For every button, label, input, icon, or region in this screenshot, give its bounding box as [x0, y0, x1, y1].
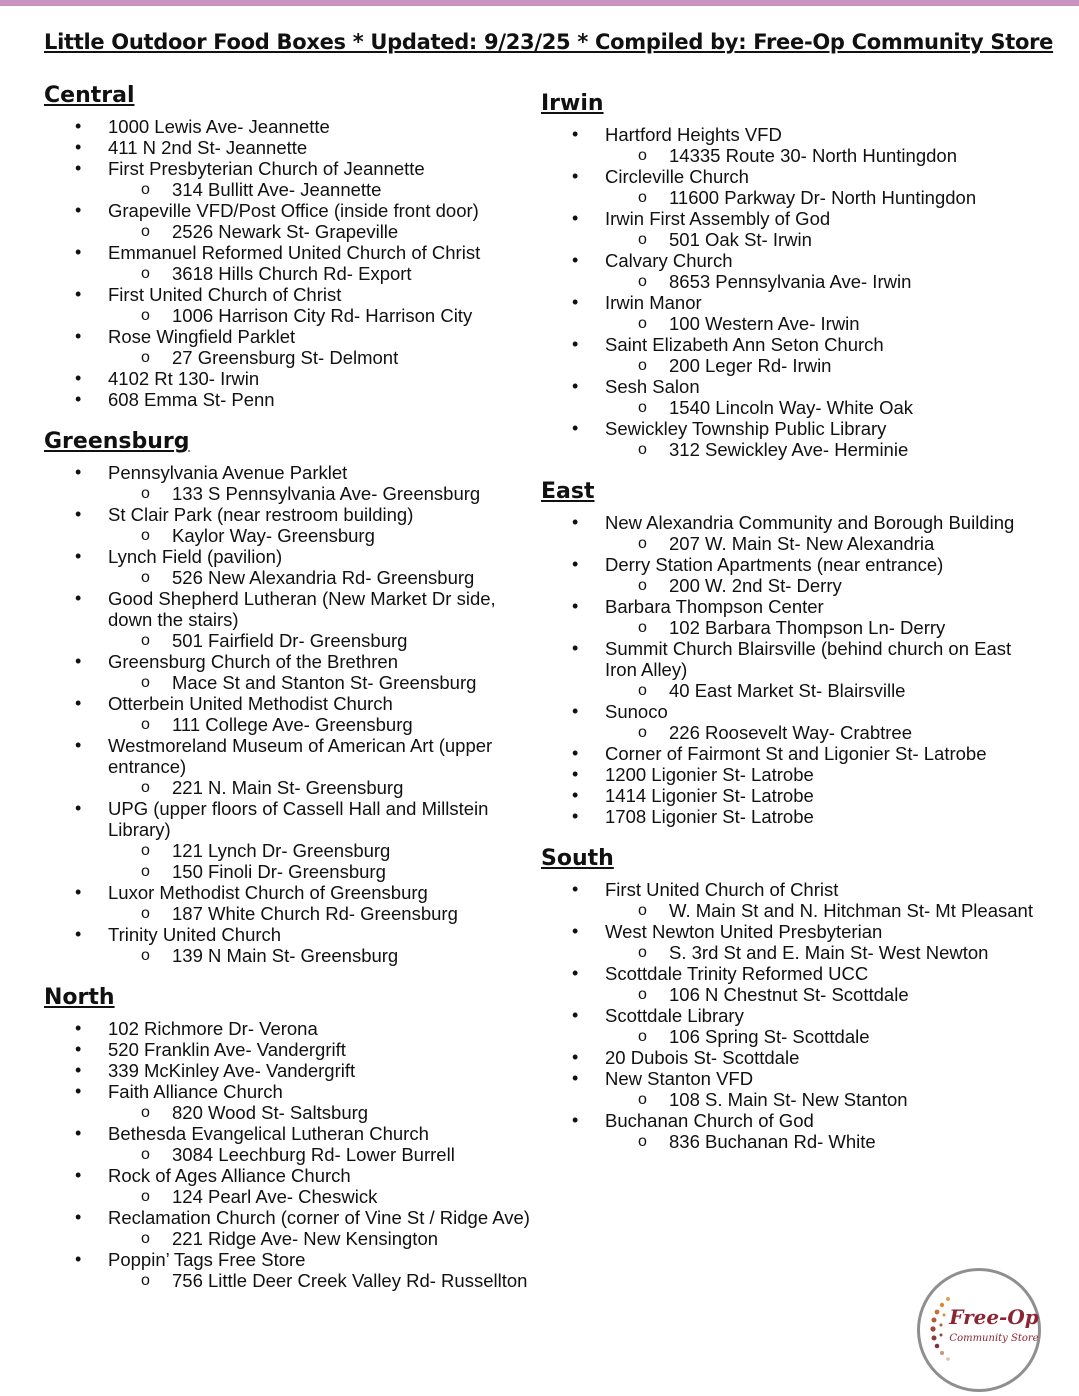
address-item: o 150 Finoli Dr- Greensburg — [108, 861, 534, 882]
region-heading: North — [44, 985, 115, 1010]
site-item — [44, 546, 534, 588]
site-label: Poppin’ Tags Free Store — [108, 1249, 306, 1270]
address-item: o 836 Buchanan Rd- White — [605, 1131, 1041, 1152]
region-north — [44, 984, 534, 1291]
address-list — [605, 1089, 1041, 1110]
address-item: o 102 Barbara Thompson Ln- Derry — [605, 617, 1041, 638]
site-label: Scottdale Trinity Reformed UCC — [605, 963, 869, 984]
address-list — [108, 777, 534, 798]
address-list — [605, 355, 1041, 376]
site-item — [44, 1123, 534, 1165]
site-item — [44, 116, 534, 137]
site-item — [541, 512, 1041, 554]
site-label: Corner of Fairmont St and Ligonier St- Latrobe — [605, 743, 987, 764]
address-list — [108, 179, 534, 200]
address-item: o 2526 Newark St- Grapeville — [108, 221, 534, 242]
address-item: o 221 N. Main St- Greensburg — [108, 777, 534, 798]
site-label: New Stanton VFD — [605, 1068, 754, 1089]
address-list — [108, 630, 534, 651]
address-item: o 314 Bullitt Ave- Jeannette — [108, 179, 534, 200]
site-label: Saint Elizabeth Ann Seton Church — [605, 334, 884, 355]
address-list — [108, 221, 534, 242]
region-heading: East — [541, 479, 595, 504]
address-list — [108, 1144, 534, 1165]
site-item — [541, 376, 1041, 418]
address-item: o 312 Sewickley Ave- Herminie — [605, 439, 1041, 460]
site-label: 4102 Rt 130- Irwin — [108, 368, 260, 389]
site-item — [44, 368, 534, 389]
site-item — [541, 124, 1041, 166]
address-list — [605, 533, 1041, 554]
address-item: o 226 Roosevelt Way- Crabtree — [605, 722, 1041, 743]
site-item — [541, 418, 1041, 460]
address-item: o S. 3rd St and E. Main St- West Newton — [605, 942, 1041, 963]
region-heading: Greensburg — [44, 429, 190, 454]
site-label: Irwin First Assembly of God — [605, 208, 831, 229]
site-item — [44, 200, 534, 242]
address-item: o 756 Little Deer Creek Valley Rd- Russellton — [108, 1270, 534, 1291]
site-item — [44, 1207, 534, 1249]
address-item: o 1006 Harrison City Rd- Harrison City — [108, 305, 534, 326]
address-item: o 207 W. Main St- New Alexandria — [605, 533, 1041, 554]
site-item — [44, 651, 534, 693]
site-item — [44, 389, 534, 410]
address-list — [605, 1026, 1041, 1047]
site-item — [44, 882, 534, 924]
site-item — [44, 326, 534, 368]
site-list — [541, 879, 1041, 1152]
site-list — [541, 512, 1041, 827]
site-label: Reclamation Church (corner of Vine St / Ridge Ave) — [108, 1207, 530, 1228]
site-item — [541, 596, 1041, 638]
site-label: Buchanan Church of God — [605, 1110, 814, 1131]
site-item — [541, 554, 1041, 596]
address-list — [605, 617, 1041, 638]
site-label: West Newton United Presbyterian — [605, 921, 883, 942]
site-item — [44, 242, 534, 284]
site-item — [44, 1060, 534, 1081]
address-list — [605, 271, 1041, 292]
site-item — [44, 693, 534, 735]
address-item: o 3084 Leechburg Rd- Lower Burrell — [108, 1144, 534, 1165]
site-item — [541, 921, 1041, 963]
address-list — [605, 229, 1041, 250]
site-item — [44, 1081, 534, 1123]
address-list — [108, 567, 534, 588]
site-label: New Alexandria Community and Borough Building — [605, 512, 1015, 533]
site-label: Derry Station Apartments (near entrance) — [605, 554, 944, 575]
site-label: Calvary Church — [605, 250, 733, 271]
site-label: 1708 Ligonier St- Latrobe — [605, 806, 814, 827]
site-item — [44, 588, 534, 651]
site-label: Pennsylvania Avenue Parklet — [108, 462, 348, 483]
address-item: o Mace St and Stanton St- Greensburg — [108, 672, 534, 693]
address-list — [108, 483, 534, 504]
address-list — [108, 714, 534, 735]
region-south — [541, 845, 1041, 1152]
site-label: Grapeville VFD/Post Office (inside front door) — [108, 200, 479, 221]
site-label: 20 Dubois St- Scottdale — [605, 1047, 800, 1068]
site-list — [541, 124, 1041, 460]
site-label: 1000 Lewis Ave- Jeannette — [108, 116, 330, 137]
address-list — [108, 1102, 534, 1123]
address-item: o Kaylor Way- Greensburg — [108, 525, 534, 546]
site-label: First Presbyterian Church of Jeannette — [108, 158, 425, 179]
address-list — [605, 1131, 1041, 1152]
site-label: 1200 Ligonier St- Latrobe — [605, 764, 814, 785]
address-list — [605, 900, 1041, 921]
address-list — [605, 942, 1041, 963]
site-item — [541, 701, 1041, 743]
site-label: Trinity United Church — [108, 924, 282, 945]
page-title: Little Outdoor Food Boxes * Updated: 9/23/25 * Compiled by: Free-Op Community Store — [44, 30, 1054, 54]
logo-subtitle: Community Store — [949, 1333, 1039, 1344]
site-item — [541, 638, 1041, 701]
site-item — [541, 208, 1041, 250]
address-item: o 187 White Church Rd- Greensburg — [108, 903, 534, 924]
address-list — [108, 1186, 534, 1207]
site-label: Otterbein United Methodist Church — [108, 693, 393, 714]
site-item — [541, 806, 1041, 827]
region-heading: Central — [44, 83, 135, 108]
address-list — [605, 575, 1041, 596]
site-label: 102 Richmore Dr- Verona — [108, 1018, 318, 1039]
site-label: 608 Emma St- Penn — [108, 389, 275, 410]
site-item — [44, 735, 534, 798]
site-label: Irwin Manor — [605, 292, 702, 313]
address-item: o 1540 Lincoln Way- White Oak — [605, 397, 1041, 418]
address-item: o 3618 Hills Church Rd- Export — [108, 263, 534, 284]
address-item: o 501 Oak St- Irwin — [605, 229, 1041, 250]
site-label: 1414 Ligonier St- Latrobe — [605, 785, 814, 806]
site-label: Rose Wingfield Parklet — [108, 326, 296, 347]
site-item — [541, 764, 1041, 785]
site-item — [541, 1110, 1041, 1152]
site-item — [44, 1165, 534, 1207]
address-item: o W. Main St and N. Hitchman St- Mt Pleasant — [605, 900, 1041, 921]
site-list — [44, 1018, 534, 1291]
site-list — [44, 116, 534, 410]
address-list — [605, 722, 1041, 743]
address-item: o 200 Leger Rd- Irwin — [605, 355, 1041, 376]
site-label: 339 McKinley Ave- Vandergrift — [108, 1060, 356, 1081]
address-item: o 27 Greensburg St- Delmont — [108, 347, 534, 368]
site-label: St Clair Park (near restroom building) — [108, 504, 414, 525]
site-label: Sewickley Township Public Library — [605, 418, 887, 439]
site-label: 520 Franklin Ave- Vandergrift — [108, 1039, 346, 1060]
site-label: Summit Church Blairsville (behind church on East Iron Alley) — [605, 638, 1012, 680]
site-item — [541, 1068, 1041, 1110]
site-item — [541, 292, 1041, 334]
site-label: First United Church of Christ — [605, 879, 839, 900]
region-irwin — [541, 90, 1041, 460]
address-list — [108, 840, 534, 882]
site-item — [44, 158, 534, 200]
site-list — [44, 462, 534, 966]
address-item: o 106 Spring St- Scottdale — [605, 1026, 1041, 1047]
site-label: Luxor Methodist Church of Greensburg — [108, 882, 428, 903]
address-item: o 100 Western Ave- Irwin — [605, 313, 1041, 334]
address-item: o 501 Fairfield Dr- Greensburg — [108, 630, 534, 651]
region-heading: South — [541, 846, 614, 871]
address-list — [108, 263, 534, 284]
address-item: o 139 N Main St- Greensburg — [108, 945, 534, 966]
site-label: Sesh Salon — [605, 376, 700, 397]
top-accent-bar — [0, 0, 1079, 6]
address-list — [108, 1270, 534, 1291]
site-item — [44, 284, 534, 326]
site-label: 411 N 2nd St- Jeannette — [108, 137, 308, 158]
right-column — [541, 90, 1041, 1170]
site-item — [44, 504, 534, 546]
site-label: Circleville Church — [605, 166, 749, 187]
site-label: First United Church of Christ — [108, 284, 342, 305]
address-list — [108, 305, 534, 326]
site-label: Good Shepherd Lutheran (New Market Dr side, down the stairs) — [108, 588, 496, 630]
site-item — [541, 1047, 1041, 1068]
left-column — [44, 82, 534, 1309]
address-item: o 133 S Pennsylvania Ave- Greensburg — [108, 483, 534, 504]
address-item: o 8653 Pennsylvania Ave- Irwin — [605, 271, 1041, 292]
site-item — [541, 963, 1041, 1005]
address-item: o 40 East Market St- Blairsville — [605, 680, 1041, 701]
address-item: o 11600 Parkway Dr- North Huntingdon — [605, 187, 1041, 208]
address-item: o 820 Wood St- Saltsburg — [108, 1102, 534, 1123]
site-label: Barbara Thompson Center — [605, 596, 824, 617]
address-item: o 106 N Chestnut St- Scottdale — [605, 984, 1041, 1005]
address-item: o 108 S. Main St- New Stanton — [605, 1089, 1041, 1110]
address-item: o 121 Lynch Dr- Greensburg — [108, 840, 534, 861]
address-item: o 111 College Ave- Greensburg — [108, 714, 534, 735]
site-item — [541, 879, 1041, 921]
address-item: o 526 New Alexandria Rd- Greensburg — [108, 567, 534, 588]
site-label: Lynch Field (pavilion) — [108, 546, 283, 567]
logo-name: Free-Op — [949, 1305, 1039, 1329]
site-item — [541, 743, 1041, 764]
site-label: Rock of Ages Alliance Church — [108, 1165, 351, 1186]
address-list — [108, 525, 534, 546]
site-label: Greensburg Church of the Brethren — [108, 651, 398, 672]
region-east — [541, 478, 1041, 827]
site-item — [44, 1249, 534, 1291]
region-central — [44, 82, 534, 410]
site-label: Hartford Heights VFD — [605, 124, 782, 145]
site-item — [541, 1005, 1041, 1047]
site-label: Emmanuel Reformed United Church of Christ — [108, 242, 481, 263]
region-heading: Irwin — [541, 91, 604, 116]
site-label: Bethesda Evangelical Lutheran Church — [108, 1123, 429, 1144]
address-list — [108, 672, 534, 693]
address-list — [605, 187, 1041, 208]
site-label: Faith Alliance Church — [108, 1081, 283, 1102]
site-label: Sunoco — [605, 701, 668, 722]
address-list — [605, 145, 1041, 166]
site-label: Scottdale Library — [605, 1005, 744, 1026]
address-list — [605, 439, 1041, 460]
site-item — [541, 334, 1041, 376]
address-list — [605, 680, 1041, 701]
address-list — [108, 903, 534, 924]
site-item — [44, 137, 534, 158]
address-item: o 14335 Route 30- North Huntingdon — [605, 145, 1041, 166]
site-label: UPG (upper floors of Cassell Hall and Millstein Library) — [108, 798, 489, 840]
address-list — [605, 984, 1041, 1005]
free-op-logo — [917, 1268, 1041, 1392]
address-list — [605, 313, 1041, 334]
site-item — [44, 1018, 534, 1039]
site-item — [541, 785, 1041, 806]
site-item — [44, 798, 534, 882]
site-item — [44, 924, 534, 966]
site-item — [541, 250, 1041, 292]
site-item — [541, 166, 1041, 208]
address-item: o 124 Pearl Ave- Cheswick — [108, 1186, 534, 1207]
address-list — [108, 347, 534, 368]
logo-dots-icon — [926, 1291, 956, 1371]
address-item: o 200 W. 2nd St- Derry — [605, 575, 1041, 596]
region-greensburg — [44, 428, 534, 966]
address-list — [108, 1228, 534, 1249]
site-label: Westmoreland Museum of American Art (upper entrance) — [108, 735, 493, 777]
site-item — [44, 1039, 534, 1060]
address-list — [108, 945, 534, 966]
address-item: o 221 Ridge Ave- New Kensington — [108, 1228, 534, 1249]
address-list — [605, 397, 1041, 418]
site-item — [44, 462, 534, 504]
